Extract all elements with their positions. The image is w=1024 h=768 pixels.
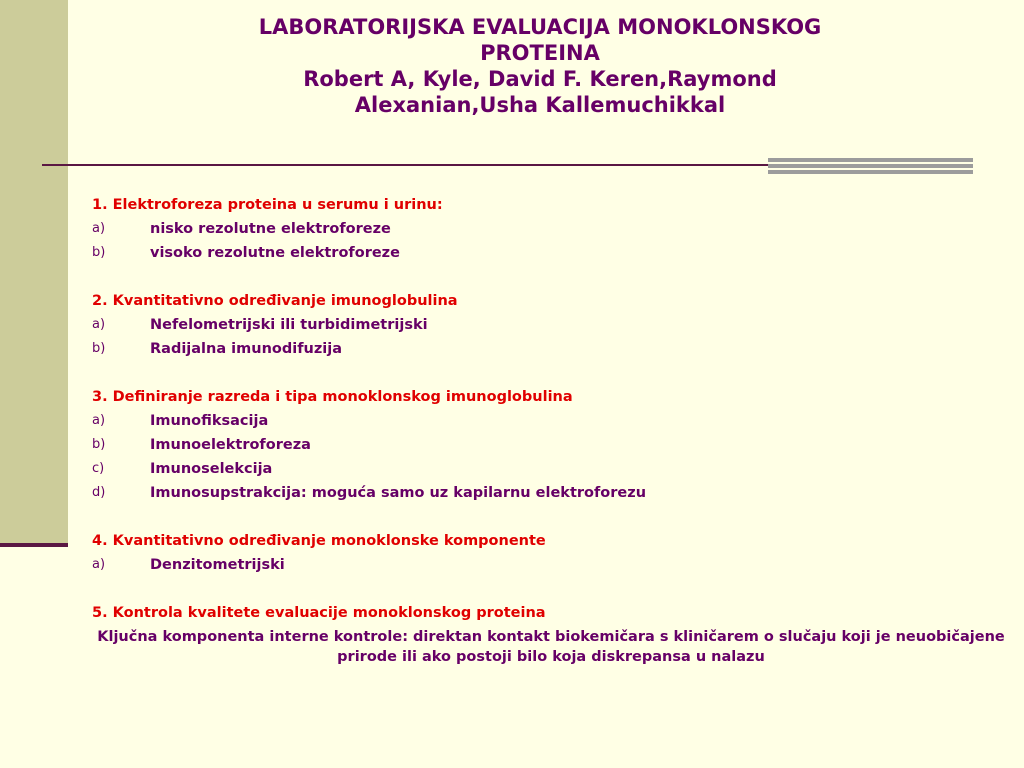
- list-item: [92, 219, 1010, 243]
- item-text: Denzitometrijski: [150, 557, 285, 573]
- section-4-title: 4. Kvantitativno određivanje monoklonske komponente: [92, 533, 546, 549]
- item-label: c): [92, 461, 105, 476]
- slide-title: [120, 14, 960, 118]
- left-decorative-band: [0, 0, 68, 545]
- title-authors-line: Robert A, Kyle, David F. Keren,Raymond: [303, 67, 777, 91]
- item-text: visoko rezolutne elektroforeze: [150, 245, 400, 261]
- list-item: [92, 339, 1010, 363]
- list-item: [92, 411, 1010, 435]
- section-5-title: 5. Kontrola kvalitete evaluacije monoklonskog proteina: [92, 605, 546, 621]
- item-text: Radijalna imunodifuzija: [150, 341, 343, 357]
- list-item: [92, 555, 1010, 579]
- title-line: LABORATORIJSKA EVALUACIJA MONOKLONSKOG: [258, 15, 822, 39]
- item-text: Nefelometrijski ili turbidimetrijski: [150, 317, 428, 333]
- item-label: a): [92, 221, 106, 236]
- list-item: [92, 315, 1010, 339]
- left-band-underline: [0, 543, 68, 547]
- item-label: d): [92, 485, 106, 500]
- item-label: a): [92, 317, 106, 332]
- section-5-note: Ključna komponenta interne kontrole: direktan kontakt biokemičara s kliničarem o slučaju koji je neuobičajene prirode ili ako postoji bilo koja diskrepansa u nalazu: [97, 629, 1005, 665]
- section-2-title: 2. Kvantitativno određivanje imunoglobulina: [92, 293, 458, 309]
- item-label: a): [92, 557, 106, 572]
- gray-accent-bars: [768, 158, 973, 178]
- item-text: Imunofiksacija: [150, 413, 269, 429]
- item-label: b): [92, 341, 106, 356]
- item-text: Imunoelektroforeza: [150, 437, 311, 453]
- item-text: Imunosupstrakcija: moguća samo uz kapilarnu elektroforezu: [150, 485, 647, 501]
- item-text: Imunoselekcija: [150, 461, 273, 477]
- title-line: PROTEINA: [480, 41, 600, 65]
- list-item: [92, 483, 1010, 507]
- title-divider-line: [42, 164, 772, 166]
- slide-body: [92, 195, 1010, 667]
- section-1-title: 1. Elektroforeza proteina u serumu i urinu:: [92, 197, 443, 213]
- list-item: [92, 435, 1010, 459]
- item-label: a): [92, 413, 106, 428]
- item-text: nisko rezolutne elektroforeze: [150, 221, 391, 237]
- title-authors-line: Alexanian,Usha Kallemuchikkal: [354, 93, 726, 117]
- list-item: [92, 243, 1010, 267]
- item-label: b): [92, 245, 106, 260]
- item-label: b): [92, 437, 106, 452]
- section-3-title: 3. Definiranje razreda i tipa monoklonskog imunoglobulina: [92, 389, 573, 405]
- list-item: [92, 459, 1010, 483]
